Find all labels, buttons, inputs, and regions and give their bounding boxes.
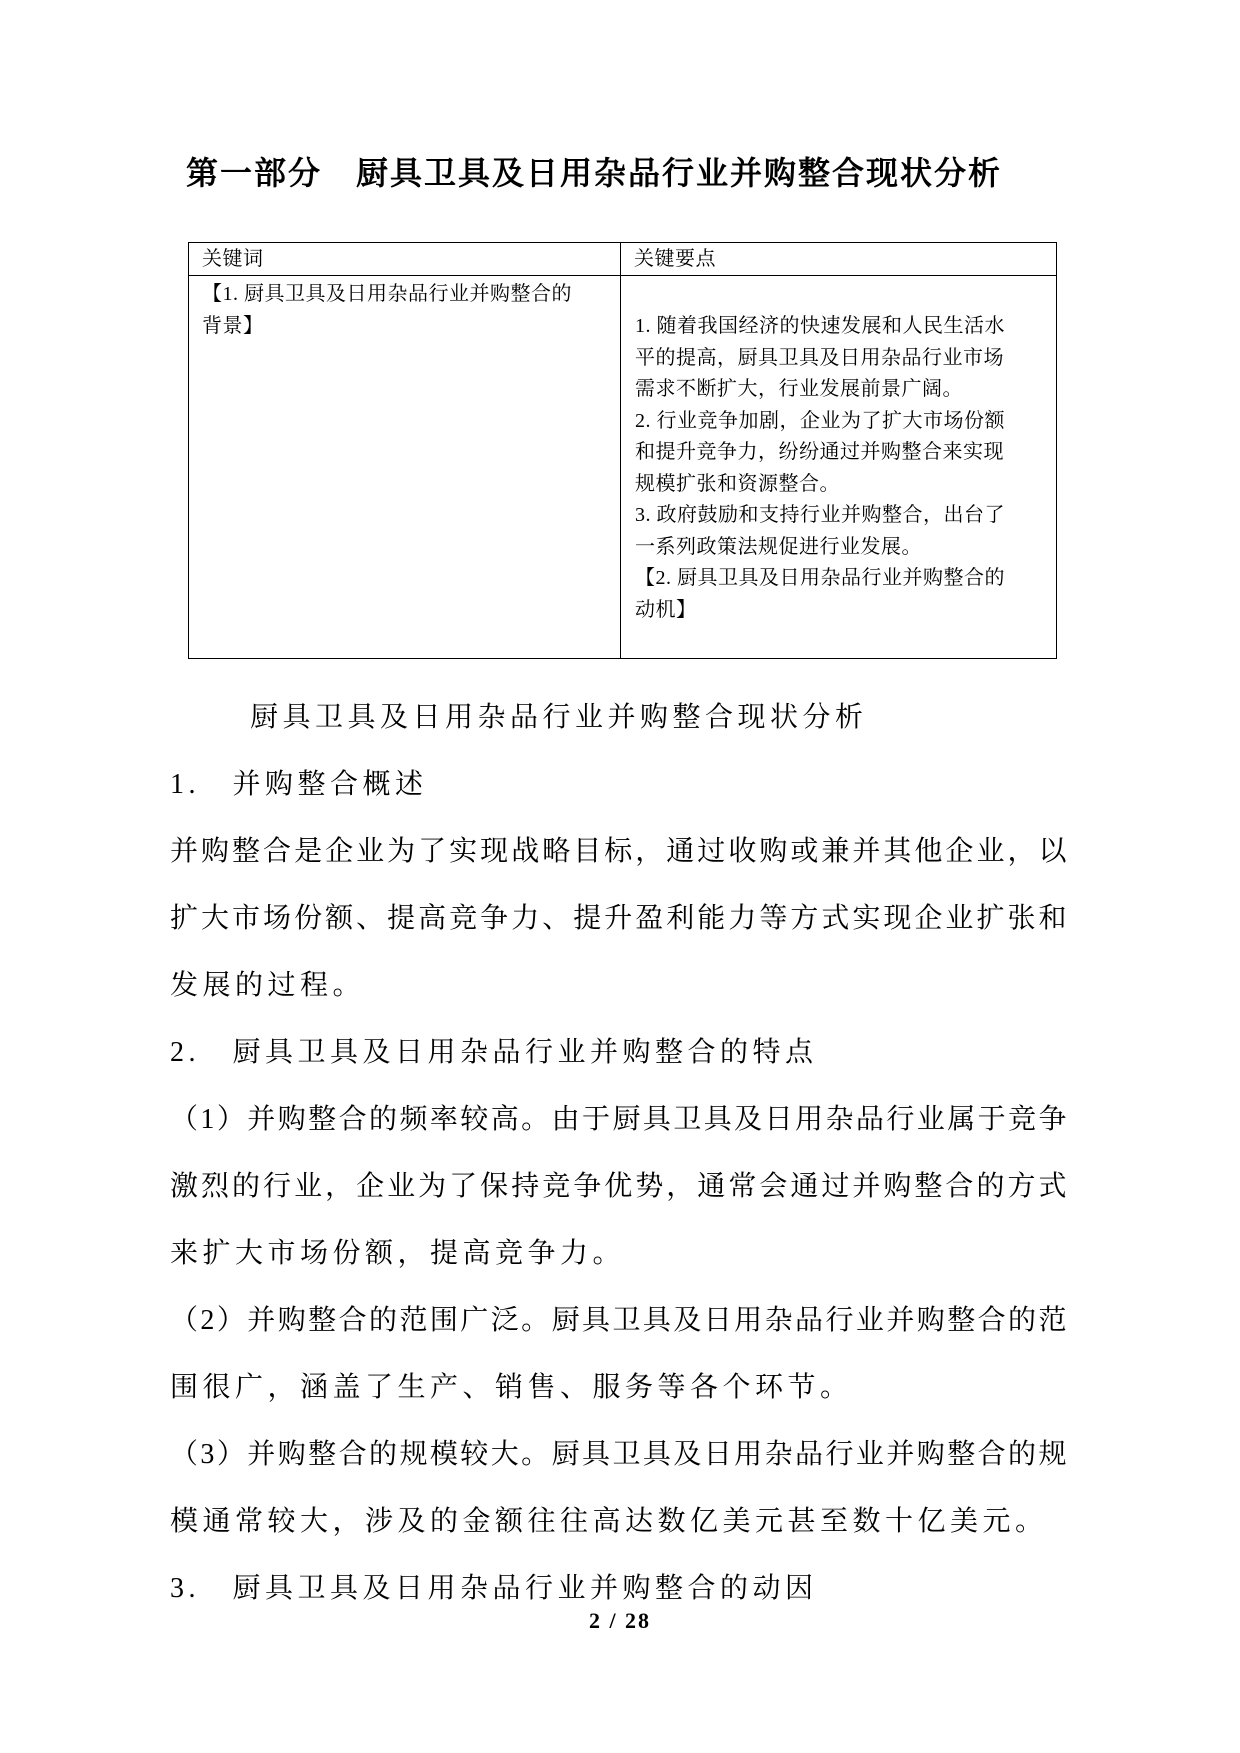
body-line: 2. 厨具卫具及日用杂品行业并购整合的特点 xyxy=(170,1037,818,1068)
keypoints-cell xyxy=(621,276,1057,659)
table-line: 需求不断扩大，行业发展前景广阔。 xyxy=(635,378,963,400)
table-line: 2. 行业竞争加剧，企业为了扩大市场份额 xyxy=(635,409,1005,432)
table-header-row xyxy=(189,243,1057,276)
table-line: 平的提高，厨具卫具及日用杂品行业市场 xyxy=(635,346,1004,369)
body-line: 围很广，涵盖了生产、销售、服务等各个环节。 xyxy=(170,1372,853,1403)
body-line: 模通常较大，涉及的金额往往高达数亿美元甚至数十亿美元。 xyxy=(170,1506,1048,1537)
keyword-cell xyxy=(189,276,621,659)
table-line: 1. 随着我国经济的快速发展和人民生活水 xyxy=(635,315,1005,337)
table-line: 3. 政府鼓励和支持行业并购整合，出台了 xyxy=(635,504,1005,526)
body-line: （3）并购整合的规模较大。厨具卫具及日用杂品行业并购整合的规 xyxy=(170,1439,1068,1470)
table-line: 动机】 xyxy=(635,598,697,621)
body-line: 扩大市场份额、提高竞争力、提升盈利能力等方式实现企业扩张和 xyxy=(170,903,1068,934)
page-title: 第一部分 厨具卫具及日用杂品行业并购整合现状分析 xyxy=(186,155,1003,191)
table-line: 【2. 厨具卫具及日用杂品行业并购整合的 xyxy=(635,567,1005,589)
body-line: （2）并购整合的范围广泛。厨具卫具及日用杂品行业并购整合的范 xyxy=(170,1305,1068,1336)
body-line: （1）并购整合的频率较高。由于厨具卫具及日用杂品行业属于竞争 xyxy=(170,1104,1068,1135)
body-line: 来扩大市场份额，提高竞争力。 xyxy=(170,1238,626,1269)
table-line: 一系列政策法规促进行业发展。 xyxy=(635,535,922,558)
body-line: 并购整合是企业为了实现战略目标，通过收购或兼并其他企业，以 xyxy=(170,836,1068,867)
body-line: 发展的过程。 xyxy=(170,970,366,1001)
body-line: 1. 并购整合概述 xyxy=(170,769,428,800)
col-header-keypoints: 关键要点 xyxy=(621,243,1057,276)
keyword-table xyxy=(188,242,1057,659)
page-number: 2 / 28 xyxy=(588,1608,652,1633)
col-header-keywords: 关键词 xyxy=(189,243,621,276)
table-line: 和提升竞争力，纷纷通过并购整合来实现 xyxy=(635,441,1004,463)
body-text xyxy=(170,684,1068,1622)
table-line: 【1. 厨具卫具及日用杂品行业并购整合的 xyxy=(202,283,572,305)
body-line: 厨具卫具及日用杂品行业并购整合现状分析 xyxy=(250,702,868,733)
table-line: 背景】 xyxy=(202,314,264,337)
body-line: 激烈的行业，企业为了保持竞争优势，通常会通过并购整合的方式 xyxy=(170,1171,1068,1202)
table-line: 规模扩张和资源整合。 xyxy=(635,472,840,495)
table-body-row xyxy=(189,276,1057,659)
body-line: 3. 厨具卫具及日用杂品行业并购整合的动因 xyxy=(170,1573,818,1604)
